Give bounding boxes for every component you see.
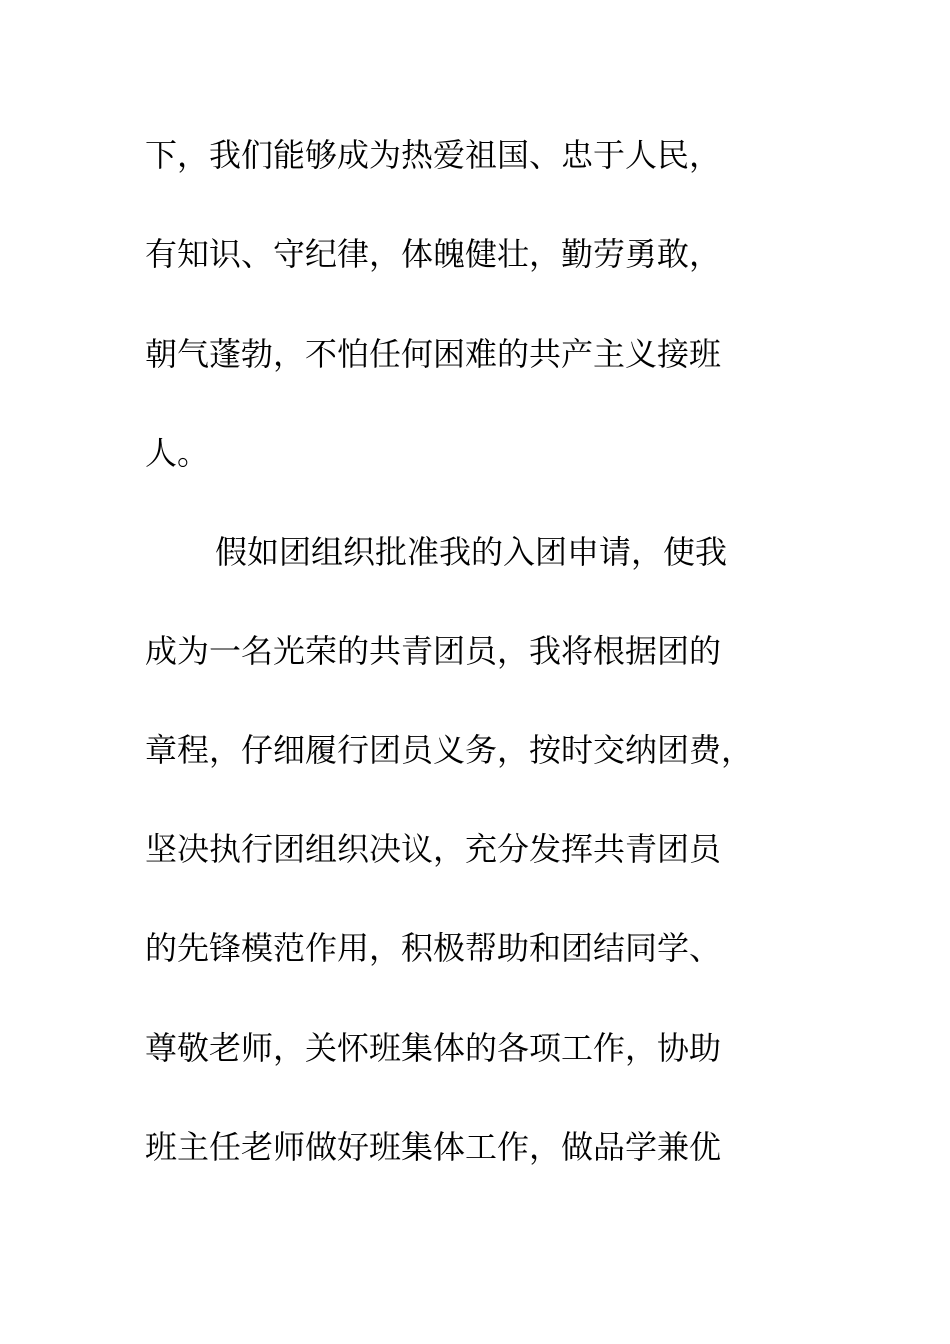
text-line: 尊敬老师，关怀班集体的各项工作，协助	[145, 1029, 722, 1067]
paragraph-first-line: 假如团组织批准我的入团申请，使我	[215, 533, 728, 571]
text-line: 章程，仔细履行团员义务，按时交纳团费，	[145, 731, 754, 769]
text-line: 朝气蓬勃，不怕任何困难的共产主义接班	[145, 335, 722, 373]
text-line: 有知识、守纪律，体魄健壮，勤劳勇敢，	[145, 235, 722, 273]
text-line: 的先锋模范作用，积极帮助和团结同学、	[145, 929, 722, 967]
text-line: 成为一名光荣的共青团员，我将根据团的	[145, 632, 722, 670]
text-line: 坚决执行团组织决议，充分发挥共青团员	[145, 830, 722, 868]
text-line: 班主任老师做好班集体工作，做品学兼优	[145, 1128, 722, 1166]
text-line: 人。	[145, 434, 210, 472]
text-line: 下，我们能够成为热爱祖国、忠于人民，	[145, 136, 722, 174]
